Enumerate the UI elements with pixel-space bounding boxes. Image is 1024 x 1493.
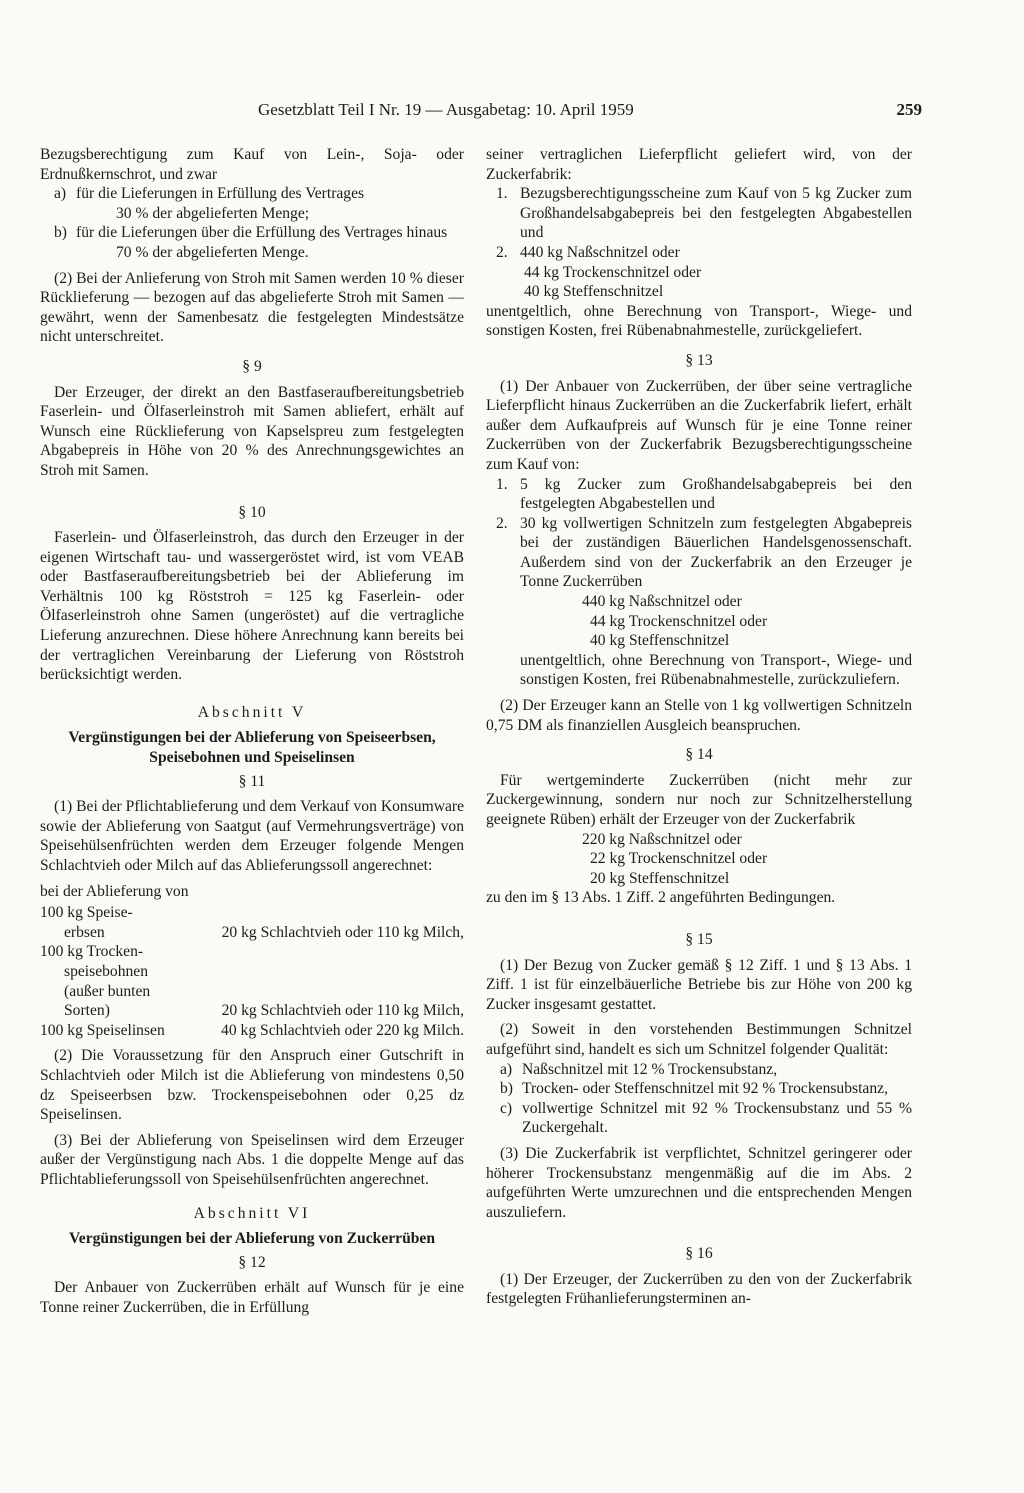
credit-table — [40, 903, 464, 1040]
paragraph-15-3: (3) Die Zuckerfabrik ist verpflichtet, Schnitzel geringerer oder höherer Trockensubstanz mengenmäßig auf die im Abs. 2 aufgeführten Werte umzurechnen und die entsprechenden Mengen auszuliefern. — [486, 1144, 912, 1221]
abschnitt-vi-title: Vergünstigungen bei der Ablieferung von Zuckerrüben — [68, 1230, 436, 1248]
list-text: für die Lieferungen in Erfüllung des Vertrages — [76, 185, 365, 203]
right-paragraph-2: unentgeltlich, ohne Berechnung von Transport-, Wiege- und sonstigen Kosten, frei Rübenabnahmestelle, zurückgeliefert. — [486, 302, 912, 340]
section-heading-11: § 11 — [238, 772, 266, 790]
table-row — [40, 1021, 464, 1041]
abschnitt-v-heading: Abschnitt V — [197, 703, 307, 721]
section-heading-14: § 14 — [685, 746, 713, 764]
table-row — [40, 942, 464, 1020]
paragraph-13-2: (2) Der Erzeuger kann an Stelle von 1 kg vollwertigen Schnitzeln 0,75 DM als finanziellen Ausgleich beanspruchen. — [486, 697, 912, 734]
list-item-quality-c — [486, 1099, 912, 1138]
row2-label-line2: speisebohnen — [64, 962, 149, 980]
table-cell-value: 40 kg Schlachtvieh oder 220 kg Milch. — [221, 1021, 464, 1039]
paragraph-12: Der Anbauer von Zuckerrüben erhält auf Wunsch für je eine Tonne reiner Zuckerrüben, die in Erfüllung — [40, 1279, 464, 1316]
list-marker: b) — [54, 224, 67, 242]
row2-label-line3: (außer bunten — [64, 982, 151, 1000]
row2-label-line1: 100 kg Trocken- — [40, 943, 144, 961]
list-item-quality-b — [486, 1079, 912, 1099]
list-item-b — [40, 223, 464, 243]
list-marker: 2. — [496, 243, 508, 261]
list-marker: a) — [500, 1060, 513, 1078]
list-marker: 1. — [496, 185, 508, 203]
quantity-line: 22 kg Trockenschnitzel oder — [590, 850, 768, 868]
paragraph-11-3: (3) Bei der Ablieferung von Speiselinsen wird dem Erzeuger außer der Vergünstigung nach Abs. 1 die doppelte Menge auf das Pflichtablieferungssoll von Speisehülsenfrüchten angerechnet. — [40, 1131, 464, 1188]
list-item-2-line-b: 44 kg Trockenschnitzel oder — [524, 263, 702, 281]
quantity-line: 440 kg Naßschnitzel oder — [582, 593, 742, 611]
list-marker: 2. — [496, 514, 508, 532]
paragraph-15-2: (2) Soweit in den vorstehenden Bestimmungen Schnitzel aufgeführt sind, handelt es sich um Schnitzel folgender Qualität: — [486, 1021, 912, 1058]
list-item-quality-a — [486, 1060, 912, 1080]
abschnitt-vi-heading: Abschnitt VI — [193, 1204, 311, 1222]
list-text: 30 kg vollwertigen Schnitzeln zum festgelegten Abgabepreis bei der zuständigen Bäuerlichen Handelsgenossenschaft. Außerdem sind von der Zuckerfabrik an den Erzeuger je Tonne Zuckerrüben — [520, 514, 912, 591]
table-cell-label: 100 kg Speiselinsen — [40, 1021, 165, 1039]
list-item-2-line-c: 40 kg Steffenschnitzel — [524, 283, 664, 301]
row2-label-line4: Sorten) — [64, 1002, 110, 1020]
list-marker: c) — [500, 1099, 513, 1117]
list-text: Bezugsberechtigungsscheine zum Kauf von 5 kg Zucker zum Großhandelsabgabepreis bei den festgelegten Abgabestellen und — [520, 185, 912, 242]
header-title: Gesetzblatt Teil I Nr. 19 — Ausgabetag: 10. April 1959 — [258, 100, 634, 119]
list-sub-b: 70 % der abgelieferten Menge. — [116, 243, 309, 261]
quantity-line: 44 kg Trockenschnitzel oder — [590, 612, 768, 630]
list-text: Naßschnitzel mit 12 % Trockensubstanz, — [522, 1060, 778, 1078]
table-cell-label — [40, 903, 186, 942]
table-row — [40, 903, 464, 942]
page-number: 259 — [896, 100, 922, 119]
list-text: Trocken- oder Steffenschnitzel mit 92 % Trockensubstanz, — [522, 1080, 888, 1098]
list-item-13-1 — [486, 475, 912, 514]
section-heading-10: § 10 — [238, 503, 266, 521]
list-item-13-2 — [486, 514, 912, 592]
section-heading-13: § 13 — [685, 351, 713, 369]
left-paragraph-1: Bezugsberechtigung zum Kauf von Lein-, Soja- oder Erdnußkernschrot, und zwar — [40, 146, 464, 183]
list-item-13-2-end: unentgeltlich, ohne Berechnung von Transport-, Wiege- und sonstigen Kosten, frei Rübenabnahmestelle, zurückzuliefern. — [520, 651, 912, 689]
paragraph-14: Für wertgeminderte Zuckerrüben (nicht mehr zur Zuckergewinnung, sondern nur noch zur Schnitzelherstellung geeignete Rüben) erhält der Erzeuger von der Zuckerfabrik — [486, 771, 912, 828]
paragraph-9: Der Erzeuger, der direkt an den Bastfaseraufbereitungsbetrieb Faserlein- und Ölfaserleinstroh mit Samen abliefert, erhält auf Wunsch eine Rücklieferung von Kapselspreu zum festgelegten Abgabepreis in Höhe von 20 % des Anrechnungsgewichtes an Stroh mit Samen. — [40, 383, 464, 479]
list-item-1 — [486, 184, 912, 243]
table-intro: bei der Ablieferung von — [40, 882, 189, 900]
section-heading-15: § 15 — [685, 930, 713, 948]
list-marker: b) — [500, 1080, 513, 1098]
list-text: 5 kg Zucker zum Großhandelsabgabepreis bei den festgelegten Abgabestellen und — [520, 475, 912, 513]
section-heading-12: § 12 — [238, 1253, 266, 1271]
section-heading-16: § 16 — [685, 1245, 713, 1263]
list-sub-a: 30 % der abgelieferten Menge; — [116, 204, 310, 222]
left-column — [40, 145, 464, 1317]
row1-label-line1: 100 kg Speise- — [40, 904, 133, 922]
paragraph-10: Faserlein- und Ölfaserleinstroh, das durch den Erzeuger in der eigenen Wirtschaft tau- und wassergeröstet wird, ist vom VEAB oder Bastfaseraufbereitungsbetrieb bei der Ablieferung im Verhältnis 100 kg Röststroh = 125 kg Faserlein- oder Ölfaserleinstroh ohne Samen (ungeröstet) auf die vertragliche Lieferung anzurechnen. Diese höhere Anrechnung kann bereits bei der vertraglichen Vereinbarung der Lieferung von Röststroh berücksichtigt werden. — [40, 529, 464, 684]
list-marker: 1. — [496, 475, 508, 493]
table-cell-label — [40, 942, 186, 1020]
list-text: vollwertige Schnitzel mit 92 % Trockensubstanz und 55 % Zuckergehalt. — [522, 1099, 912, 1137]
section-heading-9: § 9 — [242, 357, 262, 375]
right-column — [486, 145, 912, 1309]
list-item-2 — [486, 243, 912, 263]
list-marker: a) — [54, 185, 67, 203]
left-paragraph-2: (2) Bei der Anlieferung von Stroh mit Samen werden 10 % dieser Rücklieferung — bezogen auf das abgelieferte Stroh mit Samen — gewährt, wenn der Samenbesatz die festgelegten Mindestsätze nicht unterschreitet. — [40, 269, 464, 346]
paragraph-15-1: (1) Der Bezug von Zucker gemäß § 12 Ziff. 1 und § 13 Abs. 1 Ziff. 1 ist für einzelbäuerliche Betriebe bis zur Höhe von 200 kg Zucker insgesamt gestattet. — [486, 956, 912, 1013]
paragraph-11-1: (1) Bei der Pflichtablieferung und dem Verkauf von Konsumware sowie der Ablieferung von Saatgut (auf Vermehrungsverträge) von Speisehülsenfrüchten werden dem Erzeuger folgende Mengen Schlachtvieh oder Milch auf das Ablieferungssoll angerechnet: — [40, 798, 464, 874]
quantity-line: 220 kg Naßschnitzel oder — [582, 830, 742, 848]
list-text: 440 kg Naßschnitzel oder — [520, 243, 680, 261]
table-cell-value: 20 kg Schlachtvieh oder 110 kg Milch, — [221, 923, 464, 941]
quantity-line: 40 kg Steffenschnitzel — [590, 632, 730, 650]
row1-label-line2: erbsen — [64, 923, 105, 941]
paragraph-11-2: (2) Die Voraussetzung für den Anspruch einer Gutschrift in Schlachtvieh oder Milch ist die Ablieferung von mindestens 0,50 dz Speiseerbsen bzw. Trockenspeisebohnen oder 0,25 dz Speiselinsen. — [40, 1047, 464, 1124]
abschnitt-v-title: Vergünstigungen bei der Ablieferung von Speiseerbsen, Speisebohnen und Speiselinsen — [68, 729, 436, 767]
quantity-line: 20 kg Steffenschnitzel — [590, 869, 730, 887]
paragraph-14-end: zu den im § 13 Abs. 1 Ziff. 2 angeführten Bedingungen. — [486, 889, 836, 907]
list-item-a — [40, 184, 464, 204]
right-paragraph-1: seiner vertraglichen Lieferpflicht geliefert wird, von der Zuckerfabrik: — [486, 146, 912, 183]
table-cell-value: 20 kg Schlachtvieh oder 110 kg Milch, — [221, 1002, 464, 1020]
page-header — [40, 100, 924, 126]
paragraph-13-1: (1) Der Anbauer von Zuckerrüben, der über seine vertragliche Lieferpflicht hinaus Zuckerrüben an die Zuckerfabrik liefert, erhält außer dem Aufkaufpreis auf Wunsch für je eine Tonne reiner Zuckerrüben von der Zuckerfabrik Bezugsberechtigungsscheine zum Kauf von: — [486, 377, 912, 473]
list-text: für die Lieferungen über die Erfüllung des Vertrages hinaus — [76, 224, 448, 242]
paragraph-16-1: (1) Der Erzeuger, der Zuckerrüben zu den von der Zuckerfabrik festgelegten Frühanlieferungsterminen an- — [486, 1270, 912, 1308]
